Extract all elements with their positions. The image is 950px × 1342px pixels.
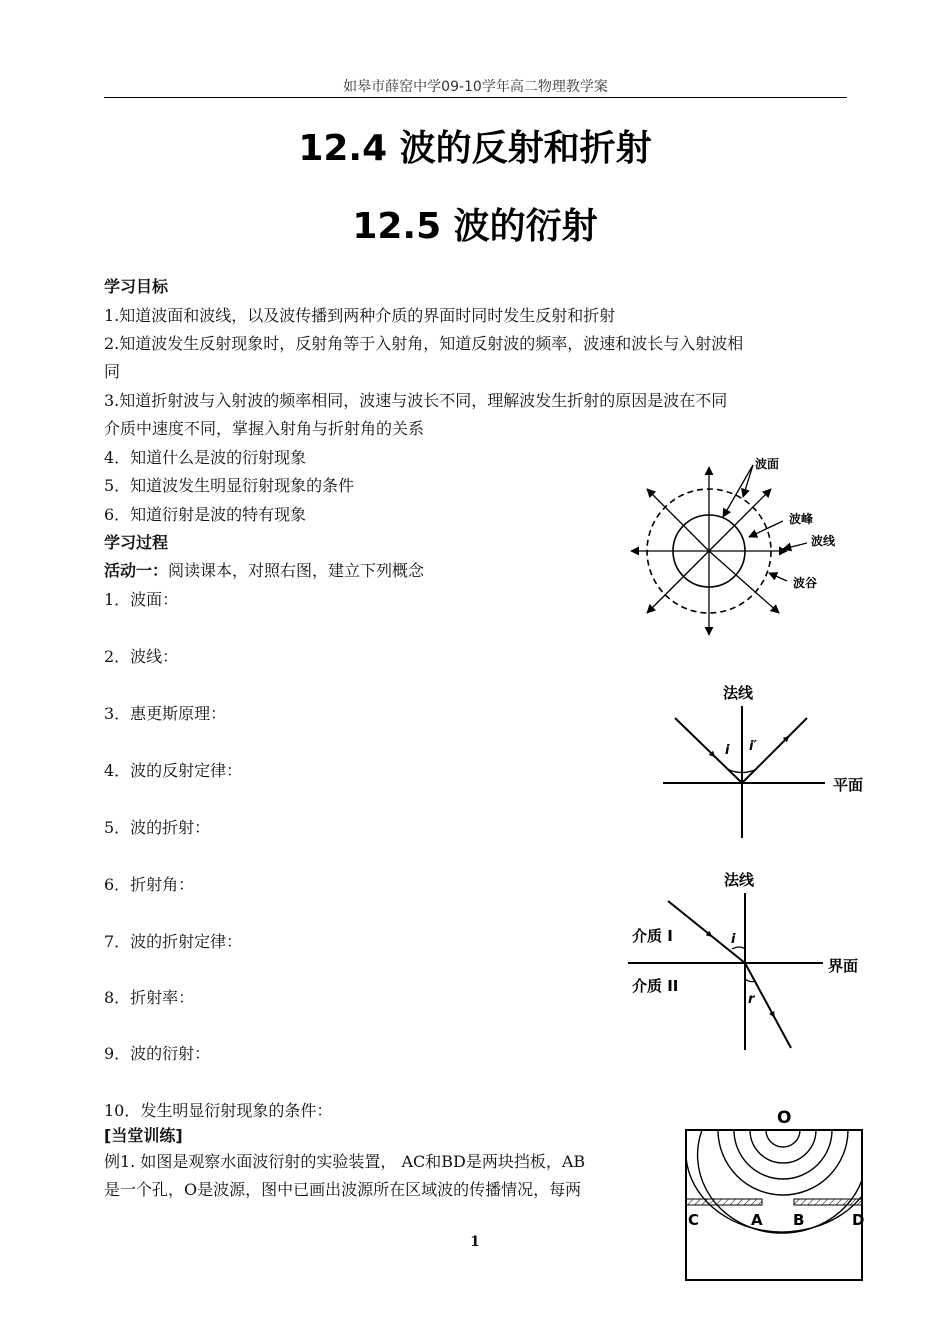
process-heading: 学习过程 [104, 533, 169, 552]
medium-1-label: 介质 I [632, 927, 673, 945]
activity-line [104, 561, 424, 581]
concept-item: 9．波的衍射： [104, 1044, 211, 1063]
goal-item: 介质中速度不同，掌握入射角与折射角的关系 [104, 419, 425, 438]
activity-label: 活动一： [104, 561, 169, 580]
goal-item: 同 [104, 362, 121, 381]
goal-item: 3.知道折射波与入射波的频率相同，波速与波长不同，理解波发生折射的原因是波在不同 [104, 391, 728, 410]
reflection-angle-i: i [725, 743, 730, 758]
reflection-figure [655, 680, 880, 854]
title-main: 12.4 波的反射和折射 [298, 128, 652, 169]
goal-item: 2.知道波发生反射现象时，反射角等于入射角，知道反射波的频率，波速和波长与入射波相 [104, 334, 744, 353]
refraction-angle-r: r [748, 992, 755, 1007]
concept-item: 10．发生明显衍射现象的条件： [104, 1101, 333, 1120]
concept-item: 4．波的反射定律： [104, 761, 243, 780]
source-label-o: O [777, 1108, 792, 1128]
reflection-angle-i-prime: i′ [749, 739, 757, 754]
goals-heading: 学习目标 [104, 277, 169, 296]
concept-item: 6．折射角： [104, 875, 195, 894]
reflection-normal-label: 法线 [723, 684, 754, 702]
concept-item: 7．波的折射定律： [104, 932, 243, 951]
refraction-figure [628, 865, 878, 1064]
activity-text: 阅读课本，对照右图，建立下列概念 [168, 561, 425, 580]
refraction-angle-i: i [731, 932, 736, 947]
header-rule [104, 97, 847, 98]
label-ray: 波线 [811, 534, 836, 548]
concept-item: 8．折射率： [104, 988, 195, 1007]
label-crest: 波峰 [789, 512, 814, 526]
page-number: 1 [470, 1234, 480, 1250]
goal-item: 5．知道波发生明显衍射现象的条件 [104, 476, 355, 495]
title-sub: 12.5 波的衍射 [352, 206, 598, 247]
label-trough: 波谷 [793, 576, 818, 590]
medium-2-label: 介质 II [632, 977, 679, 995]
point-c: C [688, 1211, 700, 1229]
goal-item: 6．知道衍射是波的特有现象 [104, 505, 307, 524]
goal-item: 4．知道什么是波的衍射现象 [104, 448, 307, 467]
practice-heading: [当堂训练] [104, 1126, 183, 1145]
point-d: D [852, 1211, 865, 1229]
concept-item: 5．波的折射： [104, 818, 211, 837]
diffraction-figure [680, 1106, 870, 1290]
page-header: 如皋市薛窑中学09-10学年高二物理教学案 [343, 79, 608, 95]
goal-item: 1.知道波面和波线，以及波传播到两种介质的界面时同时发生反射和折射 [104, 306, 616, 325]
example-line: 例1. 如图是观察水面波衍射的实验装置， AC和BD是两块挡板，AB [104, 1152, 586, 1171]
concept-item: 2．波线： [104, 647, 179, 666]
interface-label: 界面 [828, 957, 859, 975]
example-line: 是一个孔，O是波源，图中已画出波源所在区域波的传播情况，每两 [104, 1180, 582, 1199]
point-a: A [751, 1211, 763, 1229]
label-wavefront: 波面 [755, 457, 780, 471]
reflection-plane-label: 平面 [833, 776, 864, 794]
concept-item: 1．波面： [104, 590, 179, 609]
wavefront-figure [625, 455, 850, 644]
point-b: B [793, 1211, 805, 1229]
concept-item: 3．惠更斯原理： [104, 704, 227, 723]
refraction-normal-label: 法线 [724, 871, 755, 889]
